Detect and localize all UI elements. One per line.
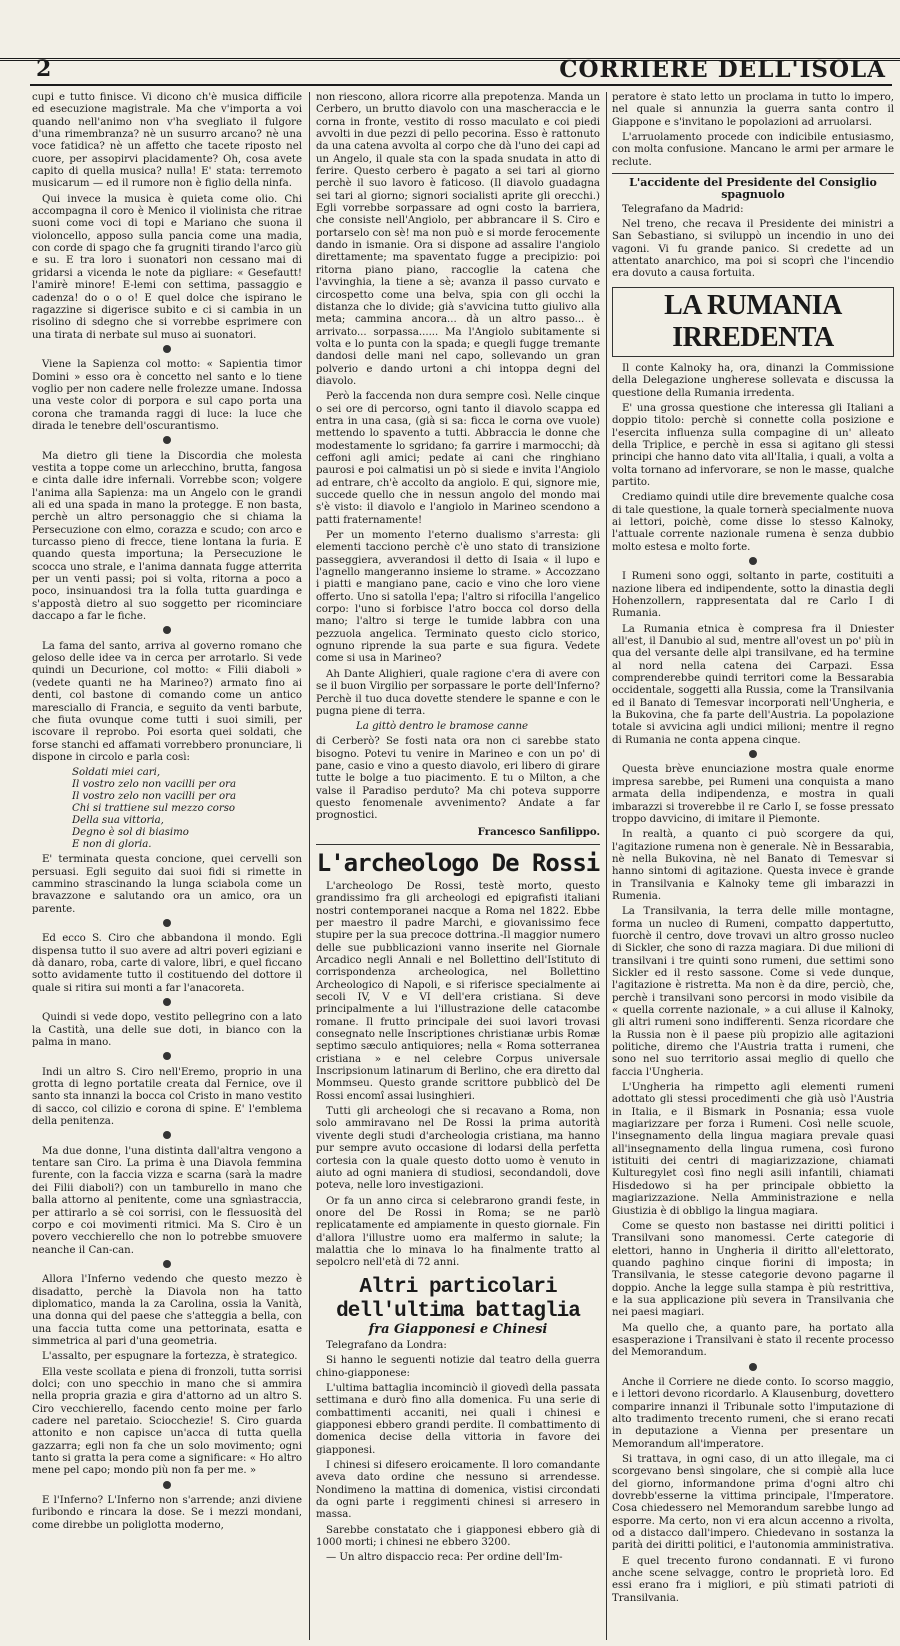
verse-line: La gittò dentro le bramose canne	[356, 721, 529, 733]
paragraph: Come se questo non bastasse nei diritti politici i Transilvani sono manomessi. Certe categorie di elettori, hanno in Ungheria il diritto all'elettorato, quando paghino cinque fiorini di imposta; in Transilvania, le stesse categorie devono pagarne il doppio. Anche la legge sulla stampa è più restrittiva, e la sua applicazione più severa in Transilvania che nei paesi magiari.	[612, 1220, 894, 1319]
verse-block	[72, 767, 302, 851]
verse-line: E non di gloria.	[72, 839, 152, 851]
paragraph: E l'Inferno? L'Inferno non s'arrende; anzi diviene furibondo e rincara la dose. Se i mezzi mondani, come direbbe un poliglotta moderno,	[32, 1495, 302, 1531]
verse-line: Degno è sol di biasimo	[72, 827, 189, 839]
paragraph: Però la faccenda non dura sempre così. Nelle cinque o sei ore di percorso, ogni tanto il diavolo scappa ed entra in una casa, (già si sa: ficca le corna ove vuole) mettendo lo spavento a tutti. Abbraccia le donne che modestamente lo sgridano; fa garrire i marmocchi; dà ceffoni agli amici; pedate ai cani che ringhiano paurosi e poi calmatisi un pò si siede e invita l'Angiolo ad entrare, ch'è accolto da angiolo. E qui, signore mie, succede quello che in nessun angolo del mondo mai s'è visto: il diavolo e l'angiolo in Marineo scendono a patti fraternamente!	[316, 391, 600, 526]
separator-ornament	[32, 998, 302, 1010]
paragraph: Nel treno, che recava il Presidente dei ministri a San Sebastiano, si sviluppò un incendio in uno dei vagoni. Vi fu grande panico. Si credette ad un attentato anarchico, ma poi si scoprì che l'incendio era dovuto a causa fortuita.	[612, 219, 894, 280]
paragraph: — Un altro dispaccio reca: Per ordine dell'Im-	[326, 1552, 563, 1564]
verse-line: Il vostro zelo non vacilli per ora	[72, 791, 237, 803]
separator-ornament	[32, 1052, 302, 1064]
paragraph: I chinesi si difesero eroicamente. Il loro comandante aveva dato ordine che nessuno si arrendesse. Nondimeno la mattina di domenica, vistisi circondati da ogni parte i reggimenti chinesi si arresero in massa.	[316, 1460, 600, 1521]
article-headline: L'archeologo De Rossi	[316, 844, 600, 877]
paragraph: cupi e tutto finisce. Vi dicono ch'è musica difficile ed esecuzione magistrale. Ma che v'importa a voi quando nell'animo non v'ha svegliato il fulgore d'una rimembranza? nè un susurro arcano? nè una voce fatidica? nè un affetto che tacete riposto nel cuore, per assopirvi placidamente? Oh, cosa avete capito di quella musica? nulla! E' stata: terremoto musicarum — ed il rumore non è figlio della ninfa.	[32, 92, 302, 190]
separator-ornament	[32, 1260, 302, 1272]
paragraph: L'ultima battaglia incominciò il giovedì della passata settimana e durò fino alla domenica. Fu una serie di combattimenti accaniti, nei quali i chinesi e giapponesi ebbero grandi perdite. Il combattimento di domenica decise della vittoria in favore dei giapponesi.	[316, 1382, 600, 1456]
torn-top-edge	[0, 0, 900, 61]
separator-ornament	[32, 345, 302, 357]
paragraph: Ma dietro gli tiene la Discordia che molesta vestita a toppe come un arlecchino, brutta, fangosa e cinta dalle idre infernali. Vorrebbe scon; volgere l'anima alla Sapienza: ma un Angelo con le grandi ali ed una spada in mano la protegge. E non basta, perchè un altro personaggio che si chiama la Persecuzione con elmo, corazza e scudo; con arco e turcasso pieno di frecce, tiene lontana la furia. E quando questa importuna; la Persecuzione le scocca uno strale, e l'anima dannata fugge atterrita per un venti passi; poi si volta, ritorna a poco a poco, insinuandosi tra la folla tutta guardinga e s'appostà dietro al suo soggetto per ricominciare daccapo a far le fiche.	[32, 450, 302, 623]
paragraph: di Cerberò? Se fosti nata ora non ci sarebbe stato bisogno. Potevi tu venire in Marineo e con un po' di pane, casio e vino a questo diavolo, eri libero di girare tutte le bolge a tuo piacimento. E tu o Milton, a che valse il Paradiso perduto? Ma chi poteva supporre questo fenomenale avvenimento? Andate a far prognostici.	[316, 736, 600, 822]
paragraph: Ed ecco S. Ciro che abbandona il mondo. Egli dispensa tutto il suo avere ad altri poveri egiziani e dà danaro, roba, carte di valore, libri, e quel ficcano sotto avidamente tutto il costituendo del dottore il quale si ritira sui monti a far l'anacoreta.	[32, 933, 302, 994]
author-signature: Francesco Sanfilippo.	[477, 825, 600, 838]
separator-ornament	[612, 1363, 894, 1375]
article-subheadline: fra Giapponesi e Chinesi	[368, 1321, 548, 1337]
paragraph: Ella veste scollata e piena di fronzoli, tutta sorrisi dolci; con uno specchio in mano che si ammira nella propria grazia e gira d'attorno ad un altro S. Ciro vecchierello, facendo cento moine per farlo cadere nel paretaio. Sciocchezie! S. Ciro guarda attonito e non capisce un'acca di tutta quella gazzarra; egli non fa che un solo movimento; ogni tanto si gratta la pera come a significare: « Ho altro mene pel capo; mondo più non fa per me. »	[32, 1366, 302, 1477]
verse-line: Della sua vittoria,	[72, 815, 164, 827]
paragraph: La Transilvania, la terra delle mille montagne, forma un nucleo di Rumeni, compatto dappertutto, fuorchè il centro, dove trovavi un altro grosso nucleo di Sickler, che sono di razza magiara. Di due milioni di transilvani i tre quinti sono rumeni, due settimi sono Sickler ed il resto sassone. Come si vede dunque, l'agitazione è ristretta. Ma non è da dire, perciò, che, perchè i transilvani sono percorsi in modo visibile da « quella corrente nazionale, » a cui alluse il Kalnoky, gli altri rumeni sono indifferenti. Senza ricordare che la Russia non è il paese più propizio alle agitazioni politiche, diremo che l'Austria tratta i rumeni, che sono nel suo territorio assai meglio di quello che faccia l'Ungheria.	[612, 906, 894, 1078]
column-3	[612, 92, 894, 1640]
paragraph: peratore è stato letto un proclama in tutto lo impero, nel quale si annunzia la guerra santa contro il Giappone e s'invitano le popolazioni ad arruolarsi.	[612, 92, 894, 128]
paragraph: L'assalto, per espugnare la fortezza, è strategico.	[42, 1351, 298, 1363]
separator-ornament	[612, 750, 894, 762]
paragraph: Anche il Corriere ne diede conto. Io scorso maggio, e i lettori devono ricordarlo. A Klausenburg, dovettero comparire innanzi il Tribunale sotto l'imputazione di alto tradimento trecento rumeni, che si erano recati in deputazione a Vienna per presentare un Memorandum all'imperatore.	[612, 1376, 894, 1450]
paragraph: Per un momento l'eterno dualismo s'arresta: gli elementi tacciono perchè c'è uno stato di transizione passeggiera, avverandosi il detto di Isaia « il lupo e l'agnello mangeranno insieme lo strame. » Accozzano i piatti e mangiano pane, cacio e vino che loro viene offerto. Uno si satolla l'epa; l'altro si rifocilla l'angelico corpo: l'uno si forbisce l'atro bocca col dorso della mano; l'altro si terge le tumide labbra con una pezzuola angelica. Terminato questo ciclo storico, ognuno riprende la sua parte e sua figura. Vedete come si usa in Marineo?	[316, 530, 600, 665]
paragraph: Ah Dante Alighieri, quale ragione c'era di avere con se il buon Virgilio per sorpassare le porte dell'Inferno? Perchè il tuo duca dovette stendere le spanne e con le pugna piene di terra.	[316, 668, 600, 717]
paragraph: Viene la Sapienza col motto: « Sapientia timor Domini » esso ora è concetto nel santo e lo tiene voglio per non cadere nelle frolezze umane. Indossa una veste color di porpora e sul capo porta una corona che tramanda raggi di luce: la luce che dirada le tenebre dell'oscurantismo.	[32, 359, 302, 432]
paragraph: Tutti gli archeologi che si recavano a Roma, non solo ammiravano nel De Rossi la prima autorità vivente degli studi d'archeologia cristiana, ma hanno pur sempre avuto occasione di lodarsi della perfetta cortesia con la quale questo dotto uomo è venuto in aiuto ad ogni maniera di studiosi, secondandoli, dove poteva, nelle loro investigazioni.	[316, 1106, 600, 1192]
article-headline: LA RUMANIA IRREDENTA	[612, 287, 894, 357]
paragraph: E quel trecento furono condannati. E vi furono anche scene selvagge, contro le proprietà loro. Ed essi erano fra i migliori, e più stimati patrioti di Transilvania.	[612, 1555, 894, 1604]
paragraph: Allora l'Inferno vedendo che questo mezzo è disadatto, perchè la Diavola non ha tatto diplomatico, manda la za Carolina, ossia la Vanità, una donna qui del paese che s'atteggia a bella, con una faccia tutta come una pettorinata, esatta e simmetrica al pari d'una geometria.	[32, 1274, 302, 1347]
paragraph: L'Ungheria ha rimpetto agli elementi rumeni adottato gli stessi procedimenti che già usò l'Austria in Italia, e il Bismark in Posnania; essa vuole magiarizzare per forza i Rumeni. Così nelle scuole, l'insegnamento della lingua magiara prevale quasi all'insegnamento della lingua rumena, così furono istituiti dei centri di magiarizzazione, chiamati Kulturegylet così fino negli asili infantili, chiamati Hisdedowo si ha per principale obbietto la magiarizzazione. Nella Amministrazione e nella Giustizia è di obbligo la lingua magiara.	[612, 1082, 894, 1217]
verse-line: Chi si trattiene sul mezzo corso	[72, 803, 236, 815]
verse-line: Il vostro zelo non vacilli per ora	[72, 779, 237, 791]
paragraph: E' una grossa questione che interessa gli Italiani a doppio titolo: perchè si connette colla posizione e l'esercita influenza sulla compagine di un' alleato della Triplice, e perchè in essa si agitano gli stessi principi che hanno dato vita all'Italia, i quali, a volta a volta tornano ad infervorare, se non le masse, qualche partito.	[612, 402, 894, 488]
column-1	[32, 92, 302, 1640]
separator-ornament	[32, 1481, 302, 1493]
page-number: 2	[36, 56, 52, 82]
column-rule	[606, 92, 607, 1640]
header-rule	[30, 84, 892, 86]
separator-ornament	[612, 557, 894, 569]
paragraph: L'arruolamento procede con indicibile entusiasmo, con molta confusione. Mancano le armi per armare le reclute.	[612, 132, 894, 168]
newspaper-title: CORRIERE DELL'ISOLA	[559, 56, 886, 83]
paragraph: L'archeologo De Rossi, testè morto, questo grandissimo fra gli archeologi ed epigrafisti italiani nostri contemporanei nacque a Roma nel 1822. Ebbe per maestro il padre Marchi, e giovanissimo fece stupire per la sua precoce dottrina.-Il maggior numero delle sue pubblicazioni vanno inserite nel Giornale Arcadico negli Annali e nel Bollettino dell'Istituto di corrispondenza archeologica, nel Bollettino Archeologico di Napoli, e si riferisce specialmente ai secoli IV, V e VI dell'era cristiana. Si deve principalmente a lui l'illustrazione delle catacombe romane. Il frutto principale dei suoi lavori trovasi consegnato nelle Inscriptiones christianæ urbis Romæ septimo sæculo antiquiores; nella « Roma sotterranea cristiana » e nel celebre Corpus universale Inscripsionum latinarum di Berlino, che era diretto dal Mommseu. Questo grande scrittore pubblicò del De Rossi encomî assai lusinghieri.	[316, 880, 600, 1102]
column-2	[316, 92, 600, 1640]
paragraph: Or fa un anno circa si celebrarono grandi feste, in onore del De Rossi in Roma; se ne parlò replicatamente ed ampiamente in questo giornale. Fin d'allora l'illustre uomo era malfermo in salute; la malattia che lo minava lo ha finalmente tratto al sepolcro nell'età di 72 anni.	[316, 1195, 600, 1269]
separator-ornament	[32, 436, 302, 448]
article-headline: Altri particolari dell'ultima battaglia	[336, 1275, 580, 1323]
paragraph: Quindi si vede dopo, vestito pellegrino con a lato la Castità, una delle sue doti, in bianco con la palma in mano.	[32, 1012, 302, 1049]
article-headline: L'accidente del Presidente del Consiglio spagnuolo	[612, 173, 894, 202]
column-rule	[309, 92, 310, 1640]
paragraph: Sarebbe constatato che i giapponesi ebbero già di 1000 morti; i chinesi ne ebbero 3200.	[316, 1524, 600, 1549]
separator-ornament	[32, 1131, 302, 1143]
paragraph: Indi un altro S. Ciro nell'Eremo, proprio in una grotta di legno portatile creata dal Fernice, ove il santo sta innanzi la bocca col Cristo in mano vestito di sacco, col cilizio e corona di spine. E' l'emblema della penitenza.	[32, 1066, 302, 1128]
paragraph: Ma quello che, a quanto pare, ha portato alla esasperazione i Transilvani è stato il recente processo del Memorandum.	[612, 1322, 894, 1359]
paragraph: Qui invece la musica è quieta come olio. Chi accompagna il coro è Menico il violinista che ritrae suoni come voci di topi e Mariano che suona il violoncello, apposo sulla pancia come una madia, con corde di spago che fa grugniti tirando l'arco giù e su. E tra loro i suonatori non cessano mai di gridarsi a vicenda le note da pigliare: « Gesefautt! l'amirè minore! E-lemi con settima, passaggio e cadenza! do o o o! E quel dolce che ispirano le ragazzine si digerisce subito e ci si cambia in un risolino di sdegno che si vorrebbe esprimere con una tirata di nerbate sul muso ai suonatori.	[32, 193, 302, 341]
paragraph: Telegrafano da Londra:	[326, 1339, 447, 1351]
verse-block	[356, 721, 600, 733]
paragraph: I Rumeni sono oggi, soltanto in parte, costituiti a nazione libera ed indipendente, sotto la dinastia degli Hohenzollern, rappresentata dal re Carlo I di Rumania.	[612, 571, 894, 620]
paragraph: non riescono, allora ricorre alla prepotenza. Manda un Cerbero, un brutto diavolo con una mascheraccia e le corna in fronte, vestito di rosso maculato e coi piedi avvolti in due pezzi di pello pecorina. Esso è rattonuto da una catena avvolta al corpo che dà l'uno dei capi ad un Angelo, il quale sta con la spada snudata in atto di ferire. Questo cerbero è pagato a sei tari al giorno perchè il suo lavoro è faticoso. (Il diavolo guadagna sei tari al giorno; signori socialisti aprite gli orecchi.) Egli vorrebbe sorpassare ad ogni costo la barriera, che consiste nell'Angiolo, per abbrancare il S. Ciro e portarselo con sè! ma non può e si morde ferocemente dando in ismanie. Ora si dispone ad assalire l'angiolo direttamente; ma spaventato fugge a precipizio: poi ritorna piano piano, raccoglie la catena che l'avvinghia, la tiene a sè; avanza il passo curvato e circospetto come una belva, spia con gli occhi la distanza che lo divide; già s'avvicina tutto giulivo alla meta; cammina ancora... dà un altro passo... è arrivato... sorpassa...... Ma l'Angiolo subitamente si volta e lo punta con la spada; e quegli fugge tremante dandosi delle mani nel capo, sollevando un gran polverio e dando urtoni a chi intoppa degni del diavolo.	[316, 92, 600, 387]
paragraph: Telegrafano da Madrid:	[622, 203, 744, 215]
paragraph: La fama del santo, arriva al governo romano che geloso delle idee va in cerca per arrotarlo. Si vede quindi un Decurione, col motto: « Filii diaboli » (vedete quanti ne ha Marineo?) armato fino ai denti, col bastone di comando come un antico maresciallo di Francia, e seguito da venti barbute, che fiuta ovunque come tutti i suoi simili, per iscovare il reprobo. Poi esorta quei soldati, che forse stanchi ed affamati vorrebbero pronunciare, li dispone in circolo e parla così:	[32, 640, 302, 763]
verse-line: Soldati miei cari,	[72, 767, 161, 779]
paragraph: Si trattava, in ogni caso, di un atto illegale, ma ci scorgevano bensì singolare, che si compiè alla luce del giorno, informandone prima d'ogni altro chi dovrebb'esserne la vittima principale, l'Imperatore. Cosa chiedessero nel Memorandum sarebbe lungo ad esporre. Ma certo, non vi era alcun accenno a rivolta, od a distacco dall'impero. Chiedevano in sostanza la parità dei diritti politici, e l'autonomia amministrativa.	[612, 1454, 894, 1552]
paragraph: Crediamo quindi utile dire brevemente qualche cosa di tale questione, la quale tornerà specialmente nuova ai lettori, poichè, come disse lo stesso Kalnoky, l'attuale corrente nazionale rumena è senza dubbio molto estesa e molto forte.	[612, 492, 894, 553]
paragraph: In realtà, a quanto ci può scorgere da qui, l'agitazione rumena non è generale. Nè in Bessarabia, nè nella Bukovina, nè nel Banato di Temesvar si hanno sintomi di agitazione. Questa invece è grande in Transilvania e Kalnoky teme gli imbarazzi in Rumenia.	[612, 829, 894, 902]
paragraph: E' terminata questa concione, quei cervelli son persuasi. Egli seguito dai suoi fidi si rimette in cammino strascinando la lunga sciabola come un bravazzone e salutando ora un amico, ora un parente.	[32, 854, 302, 915]
paragraph: Questa brève enunciazione mostra quale enorme impresa sarebbe, pei Rumeni una conquista a mano armata della indipendenza, e mostra in quali imbarazzi si troverebbe il re Carlo I, se fosse pressato troppo davvicino, di imitare il Piemonte.	[612, 764, 894, 825]
paragraph: Il conte Kalnoky ha, ora, dinanzi la Commissione della Delegazione ungherese sollevata e discussa la questione della Rumania irredenta.	[612, 362, 894, 399]
paragraph: La Rumania etnica è compresa fra il Dniester all'est, il Danubio al sud, mentre all'ovest un po' più in qua del versante delle alpi transilvane, ed ha termine al nord nella catena dei Carpazi. Essa comprenderebbe quindi territori come la Bessarabia occidentale, soggetti alla Russia, come la Transilvania ed il Banato di Temesvar incorporati nell'Ungheria, e la Bukovina, che fa parte dell'Austria. La popolazione totale si avvicina agli undici milioni; mentre il regno di Rumania ne conta appena cinque.	[612, 623, 894, 746]
separator-ornament	[32, 919, 302, 931]
paragraph: Si hanno le seguenti notizie dal teatro della guerra chino-giapponese:	[316, 1355, 600, 1379]
paragraph: Ma due donne, l'una distinta dall'altra vengono a tentare san Ciro. La prima è una Diavola femmina furente, con la faccia vizza e scarna (sarà la madre dei Filii diaboli?) con un tamburello in mano che balla attorno al penitente, come una sgnìastraccia, per attirarlo a sè coi sorrisi, con le flessuosità del corpo e coi movimenti ritmici. Ma S. Ciro è un povero vecchierello che non lo potrebbe smuovere neanche il Can-can.	[32, 1145, 302, 1256]
separator-ornament	[32, 626, 302, 638]
